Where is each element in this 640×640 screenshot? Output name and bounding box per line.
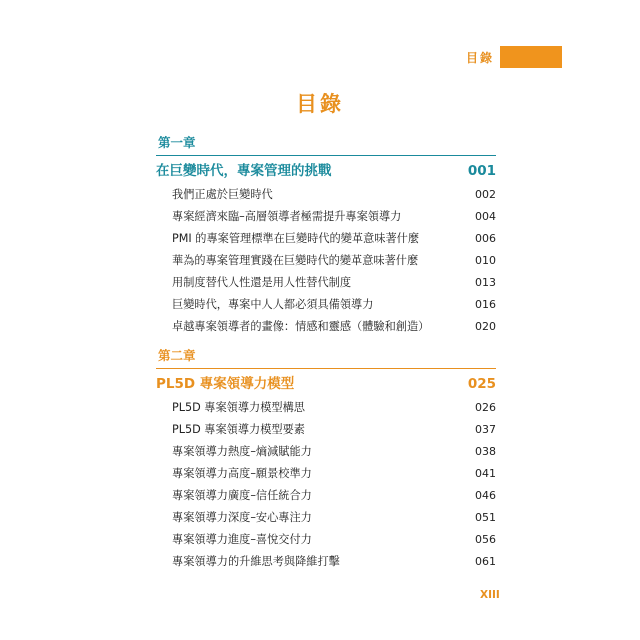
chapter-title-row[interactable] [156, 159, 496, 179]
chapter-title-row[interactable] [156, 372, 496, 392]
toc-entry[interactable] [156, 528, 496, 550]
toc-entry-page: 061 [475, 554, 496, 568]
chapter-page: 001 [467, 163, 496, 179]
chapter-label: 第二章 [158, 348, 196, 363]
toc-entry-title: PMI 的專案管理標準在巨變時代的變革意味著什麼 [172, 232, 420, 245]
toc-entry[interactable] [156, 293, 496, 315]
toc-entry-page: 041 [475, 466, 496, 480]
toc-entry-page: 037 [475, 422, 496, 436]
page-title: 目錄 [296, 92, 344, 116]
toc-entry-page: 010 [475, 253, 496, 267]
toc-entry-page: 046 [475, 488, 496, 502]
toc-entry[interactable] [156, 205, 496, 227]
toc-entry-title: 專案領導力高度–願景校準力 [172, 467, 312, 480]
toc-entry[interactable] [156, 550, 496, 572]
toc-entry-title: 專案領導力深度–安心專注力 [172, 511, 312, 524]
toc-entry-page: 004 [475, 209, 496, 223]
toc-entry[interactable] [156, 440, 496, 462]
toc-entry-title: 華為的專案管理實踐在巨變時代的變革意味著什麼 [172, 254, 419, 267]
chapter-1 [156, 133, 496, 337]
chapter-title: PL5D 專案領導力模型 [156, 376, 295, 392]
chapter-label: 第一章 [158, 135, 196, 150]
toc-entry[interactable] [156, 484, 496, 506]
toc-entry-title: 專案經濟來臨–高層領導者極需提升專案領導力 [172, 210, 402, 223]
chapter-divider [156, 368, 496, 369]
chapter-2 [156, 346, 496, 572]
toc-entry-title: PL5D 專案領導力模型構思 [172, 401, 305, 414]
toc-entry-page: 026 [475, 400, 496, 414]
section-header-tag [466, 46, 562, 68]
toc-entry-title: 卓越專案領導者的畫像：情感和靈感（體驗和創造） [172, 320, 430, 333]
toc-entry[interactable] [156, 396, 496, 418]
toc-entry-title: 巨變時代，專案中人人都必須具備領導力 [172, 298, 374, 311]
toc-entry-page: 056 [475, 532, 496, 546]
toc-entry-page: 013 [475, 275, 496, 289]
chapter-divider [156, 155, 496, 156]
toc-entry[interactable] [156, 249, 496, 271]
chapter-page: 025 [467, 376, 496, 392]
toc-entry-title: 專案領導力熱度–熵減賦能力 [172, 445, 312, 458]
toc-entry[interactable] [156, 462, 496, 484]
header-label: 目錄 [466, 50, 495, 65]
toc-entry[interactable] [156, 271, 496, 293]
toc-entry-title: 專案領導力進度–喜悅交付力 [172, 533, 312, 546]
toc-entry-title: 用制度替代人性還是用人性替代制度 [172, 276, 352, 289]
chapter-title: 在巨變時代，專案管理的挑戰 [156, 163, 332, 179]
toc-entry-page: 006 [475, 231, 496, 245]
toc-entry[interactable] [156, 227, 496, 249]
toc-entry[interactable] [156, 418, 496, 440]
toc-entry-page: 020 [475, 319, 496, 333]
header-accent-bar [500, 46, 562, 68]
toc-entry[interactable] [156, 183, 496, 205]
toc-entry-page: 002 [475, 187, 496, 201]
toc-entry[interactable] [156, 506, 496, 528]
toc-entry[interactable] [156, 315, 496, 337]
page-number: XIII [480, 589, 500, 601]
toc-entry-title: 專案領導力的升維思考與降維打擊 [172, 555, 340, 568]
toc-entry-page: 051 [475, 510, 496, 524]
toc-entry-title: 我們正處於巨變時代 [172, 188, 273, 201]
toc-entry-page: 038 [475, 444, 496, 458]
toc-entry-page: 016 [475, 297, 496, 311]
toc-entry-title: 專案領導力廣度–信任統合力 [172, 489, 312, 502]
toc-entry-title: PL5D 專案領導力模型要素 [172, 423, 305, 436]
